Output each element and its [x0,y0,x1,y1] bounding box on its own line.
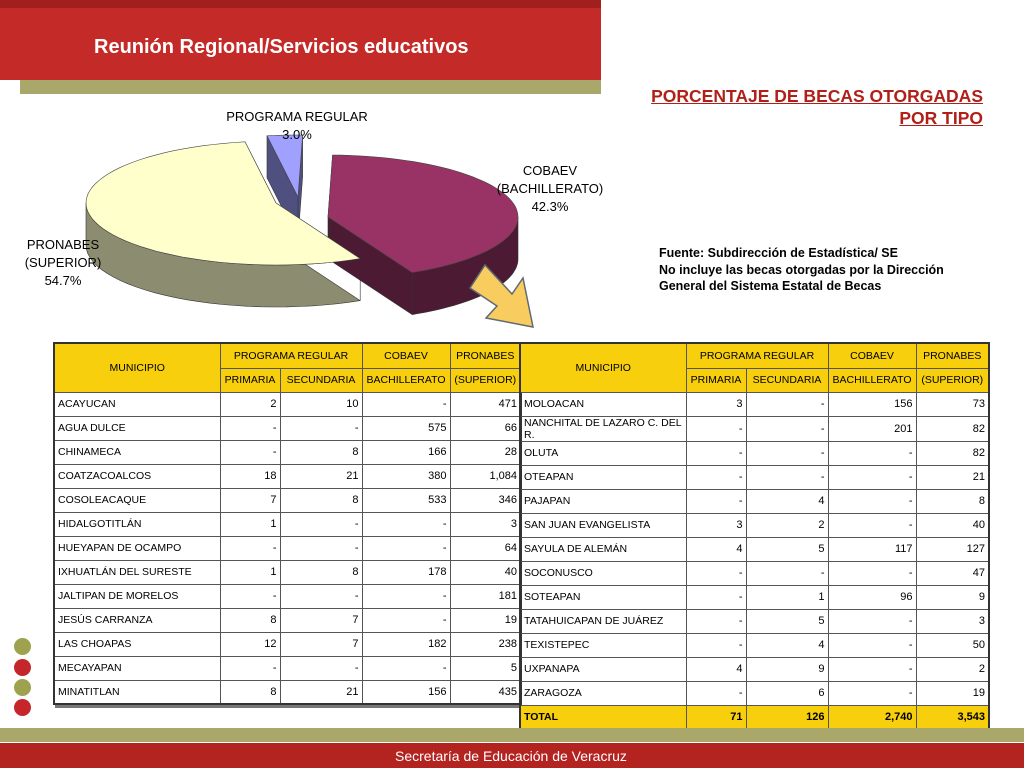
value-cell: - [280,512,362,536]
col-header-superior: (SUPERIOR) [916,368,989,392]
slice-name: PROGRAMA REGULAR [226,109,368,124]
value-cell: 40 [916,513,989,537]
municipio-cell: TEXISTEPEC [520,633,686,657]
value-cell: - [362,512,450,536]
value-cell: - [220,584,280,608]
slice-value: 3.0% [282,127,312,142]
municipio-cell: MECAYAPAN [54,656,220,680]
value-cell: 380 [362,464,450,488]
col-header-primaria: PRIMARIA [686,368,746,392]
municipio-cell: AGUA DULCE [54,416,220,440]
slice-label-pronabes [6,236,120,290]
value-cell: - [220,440,280,464]
value-cell: 2 [220,392,280,416]
table-row [520,681,989,705]
municipio-cell: SOCONUSCO [520,561,686,585]
table-row [520,392,989,416]
municipio-cell: MINATITLAN [54,680,220,704]
col-header-primaria: PRIMARIA [220,368,280,392]
col-header-pronabes: PRONABES [916,343,989,368]
value-cell: 471 [450,392,521,416]
footer-text: Secretaría de Educación de Veracruz [395,748,627,764]
value-cell: - [280,536,362,560]
value-cell: 1 [220,512,280,536]
source-note [659,245,944,295]
value-cell: 9 [916,585,989,609]
value-cell: - [686,609,746,633]
value-cell: 21 [280,680,362,704]
total-value: 3,543 [916,705,989,729]
value-cell: - [280,584,362,608]
value-cell: 182 [362,632,450,656]
value-cell: 8 [916,489,989,513]
slice-subname: (BACHILLERATO) [496,181,604,196]
value-cell: 4 [746,489,828,513]
value-cell: 7 [280,632,362,656]
value-cell: 19 [450,608,521,632]
municipio-cell: TATAHUICAPAN DE JUÁREZ [520,609,686,633]
value-cell: 73 [916,392,989,416]
value-cell: - [828,513,916,537]
value-cell: 575 [362,416,450,440]
value-cell: 2 [746,513,828,537]
header-stripe [20,80,601,94]
value-cell: 8 [220,680,280,704]
municipio-cell: SOTEAPAN [520,585,686,609]
table-row [54,416,521,440]
col-header-pronabes: PRONABES [450,343,521,368]
total-label: TOTAL [520,705,686,729]
value-cell: - [828,465,916,489]
table-row [520,489,989,513]
value-cell: 3 [450,512,521,536]
total-row [520,705,989,729]
value-cell: - [362,584,450,608]
col-header-programa-regular: PROGRAMA REGULAR [220,343,362,368]
value-cell: 117 [828,537,916,561]
value-cell: - [362,608,450,632]
value-cell: 5 [746,609,828,633]
value-cell: 8 [280,440,362,464]
value-cell: 3 [686,513,746,537]
value-cell: - [280,416,362,440]
value-cell: 66 [450,416,521,440]
chart-title-line1: PORCENTAJE DE BECAS OTORGADAS [651,86,983,106]
value-cell: 10 [280,392,362,416]
value-cell: - [746,561,828,585]
value-cell: 9 [746,657,828,681]
value-cell: 40 [450,560,521,584]
col-header-cobaev: COBAEV [362,343,450,368]
value-cell: - [220,656,280,680]
table-row [520,513,989,537]
table-row [520,657,989,681]
municipio-cell: PAJAPAN [520,489,686,513]
value-cell: 4 [686,537,746,561]
value-cell: 47 [916,561,989,585]
value-cell: - [362,536,450,560]
municipio-cell: HIDALGOTITLÁN [54,512,220,536]
value-cell: 178 [362,560,450,584]
value-cell: 64 [450,536,521,560]
value-cell: 21 [280,464,362,488]
value-cell: - [220,416,280,440]
total-value: 2,740 [828,705,916,729]
total-value: 126 [746,705,828,729]
value-cell: 82 [916,416,989,441]
value-cell: 156 [828,392,916,416]
table-row [54,680,521,704]
table-row [54,536,521,560]
municipio-cell: OLUTA [520,441,686,465]
value-cell: 21 [916,465,989,489]
table-row [54,512,521,536]
value-cell: 82 [916,441,989,465]
value-cell: 7 [220,488,280,512]
value-cell: 1 [746,585,828,609]
value-cell: - [220,536,280,560]
slice-value: 54.7% [44,273,82,288]
bullet-dot-olive [14,679,31,696]
municipio-cell: CHINAMECA [54,440,220,464]
chart-title-line2: POR TIPO [899,108,983,128]
value-cell: 1,084 [450,464,521,488]
page-title: Reunión Regional/Servicios educativos [94,36,469,58]
value-cell: 166 [362,440,450,464]
value-cell: 4 [686,657,746,681]
value-cell: 96 [828,585,916,609]
table-row [54,608,521,632]
value-cell: - [828,657,916,681]
value-cell: - [828,609,916,633]
table-row [520,537,989,561]
bullet-dot-red [14,659,31,676]
municipio-cell: UXPANAPA [520,657,686,681]
table-row [520,609,989,633]
col-header-bachillerato: BACHILLERATO [362,368,450,392]
value-cell: - [686,441,746,465]
value-cell: - [686,465,746,489]
table-row [54,632,521,656]
source-line: General del Sistema Estatal de Becas [659,279,882,293]
value-cell: 435 [450,680,521,704]
municipio-cell: LAS CHOAPAS [54,632,220,656]
table-row [520,465,989,489]
value-cell: 3 [686,392,746,416]
table-row [520,585,989,609]
municipio-cell: COATZACOALCOS [54,464,220,488]
slice-value: 42.3% [531,199,569,214]
bullet-dot-olive [14,638,31,655]
col-header-secundaria: SECUNDARIA [746,368,828,392]
value-cell: - [362,656,450,680]
value-cell: 7 [280,608,362,632]
value-cell: 28 [450,440,521,464]
value-cell: - [686,561,746,585]
municipio-cell: SAN JUAN EVANGELISTA [520,513,686,537]
municipio-cell: COSOLEACAQUE [54,488,220,512]
value-cell: 181 [450,584,521,608]
value-cell: 8 [280,560,362,584]
value-cell: - [280,656,362,680]
scholarship-table-right [519,342,990,730]
value-cell: - [828,489,916,513]
value-cell: - [746,392,828,416]
value-cell: - [686,681,746,705]
value-cell: - [686,489,746,513]
value-cell: 1 [220,560,280,584]
municipio-cell: IXHUATLÁN DEL SURESTE [54,560,220,584]
col-header-municipio: MUNICIPIO [520,343,686,392]
value-cell: 3 [916,609,989,633]
slice-subname: (SUPERIOR) [24,255,102,270]
col-header-programa-regular: PROGRAMA REGULAR [686,343,828,368]
value-cell: 533 [362,488,450,512]
source-line: Fuente: Subdirección de Estadística/ SE [659,246,898,260]
total-value: 71 [686,705,746,729]
value-cell: 6 [746,681,828,705]
table-row [54,392,521,416]
table-row [520,416,989,441]
table-row [520,633,989,657]
municipio-cell: ACAYUCAN [54,392,220,416]
value-cell: 4 [746,633,828,657]
value-cell: - [686,416,746,441]
chart-title [651,85,983,129]
col-header-superior: (SUPERIOR) [450,368,521,392]
value-cell: - [828,681,916,705]
value-cell: - [686,585,746,609]
table-row [54,656,521,680]
value-cell: 50 [916,633,989,657]
value-cell: 201 [828,416,916,441]
value-cell: 19 [916,681,989,705]
table-row [520,561,989,585]
value-cell: 8 [280,488,362,512]
col-header-cobaev: COBAEV [828,343,916,368]
slice-name: COBAEV [522,163,578,178]
slice-label-programa-regular [212,108,382,144]
value-cell: - [828,441,916,465]
value-cell: - [362,392,450,416]
municipio-cell: SAYULA DE ALEMÁN [520,537,686,561]
value-cell: 2 [916,657,989,681]
col-header-municipio: MUNICIPIO [54,343,220,392]
value-cell: - [828,561,916,585]
slice-name: PRONABES [26,237,100,252]
value-cell: 18 [220,464,280,488]
table-row [54,560,521,584]
slice-label-cobaev [478,162,622,216]
value-cell: - [686,633,746,657]
value-cell: 8 [220,608,280,632]
municipio-cell: MOLOACAN [520,392,686,416]
scholarship-table-left [53,342,522,705]
table-row [54,440,521,464]
value-cell: 5 [746,537,828,561]
col-header-secundaria: SECUNDARIA [280,368,362,392]
value-cell: 12 [220,632,280,656]
value-cell: - [828,633,916,657]
table-row [520,441,989,465]
bullet-dot-red [14,699,31,716]
municipio-cell: JESÚS CARRANZA [54,608,220,632]
value-cell: - [746,416,828,441]
source-line: No incluye las becas otorgadas por la Dirección [659,262,944,277]
table-row [54,464,521,488]
value-cell: - [746,441,828,465]
value-cell: 238 [450,632,521,656]
value-cell: 156 [362,680,450,704]
col-header-bachillerato: BACHILLERATO [828,368,916,392]
footer-stripe [0,728,1024,742]
value-cell: 346 [450,488,521,512]
table-row [54,488,521,512]
value-cell: 127 [916,537,989,561]
municipio-cell: HUEYAPAN DE OCAMPO [54,536,220,560]
value-cell: - [746,465,828,489]
municipio-cell: JALTIPAN DE MORELOS [54,584,220,608]
municipio-cell: ZARAGOZA [520,681,686,705]
value-cell: 5 [450,656,521,680]
table-row [54,584,521,608]
municipio-cell: OTEAPAN [520,465,686,489]
municipio-cell: NANCHITAL DE LAZARO C. DEL R. [520,416,686,441]
